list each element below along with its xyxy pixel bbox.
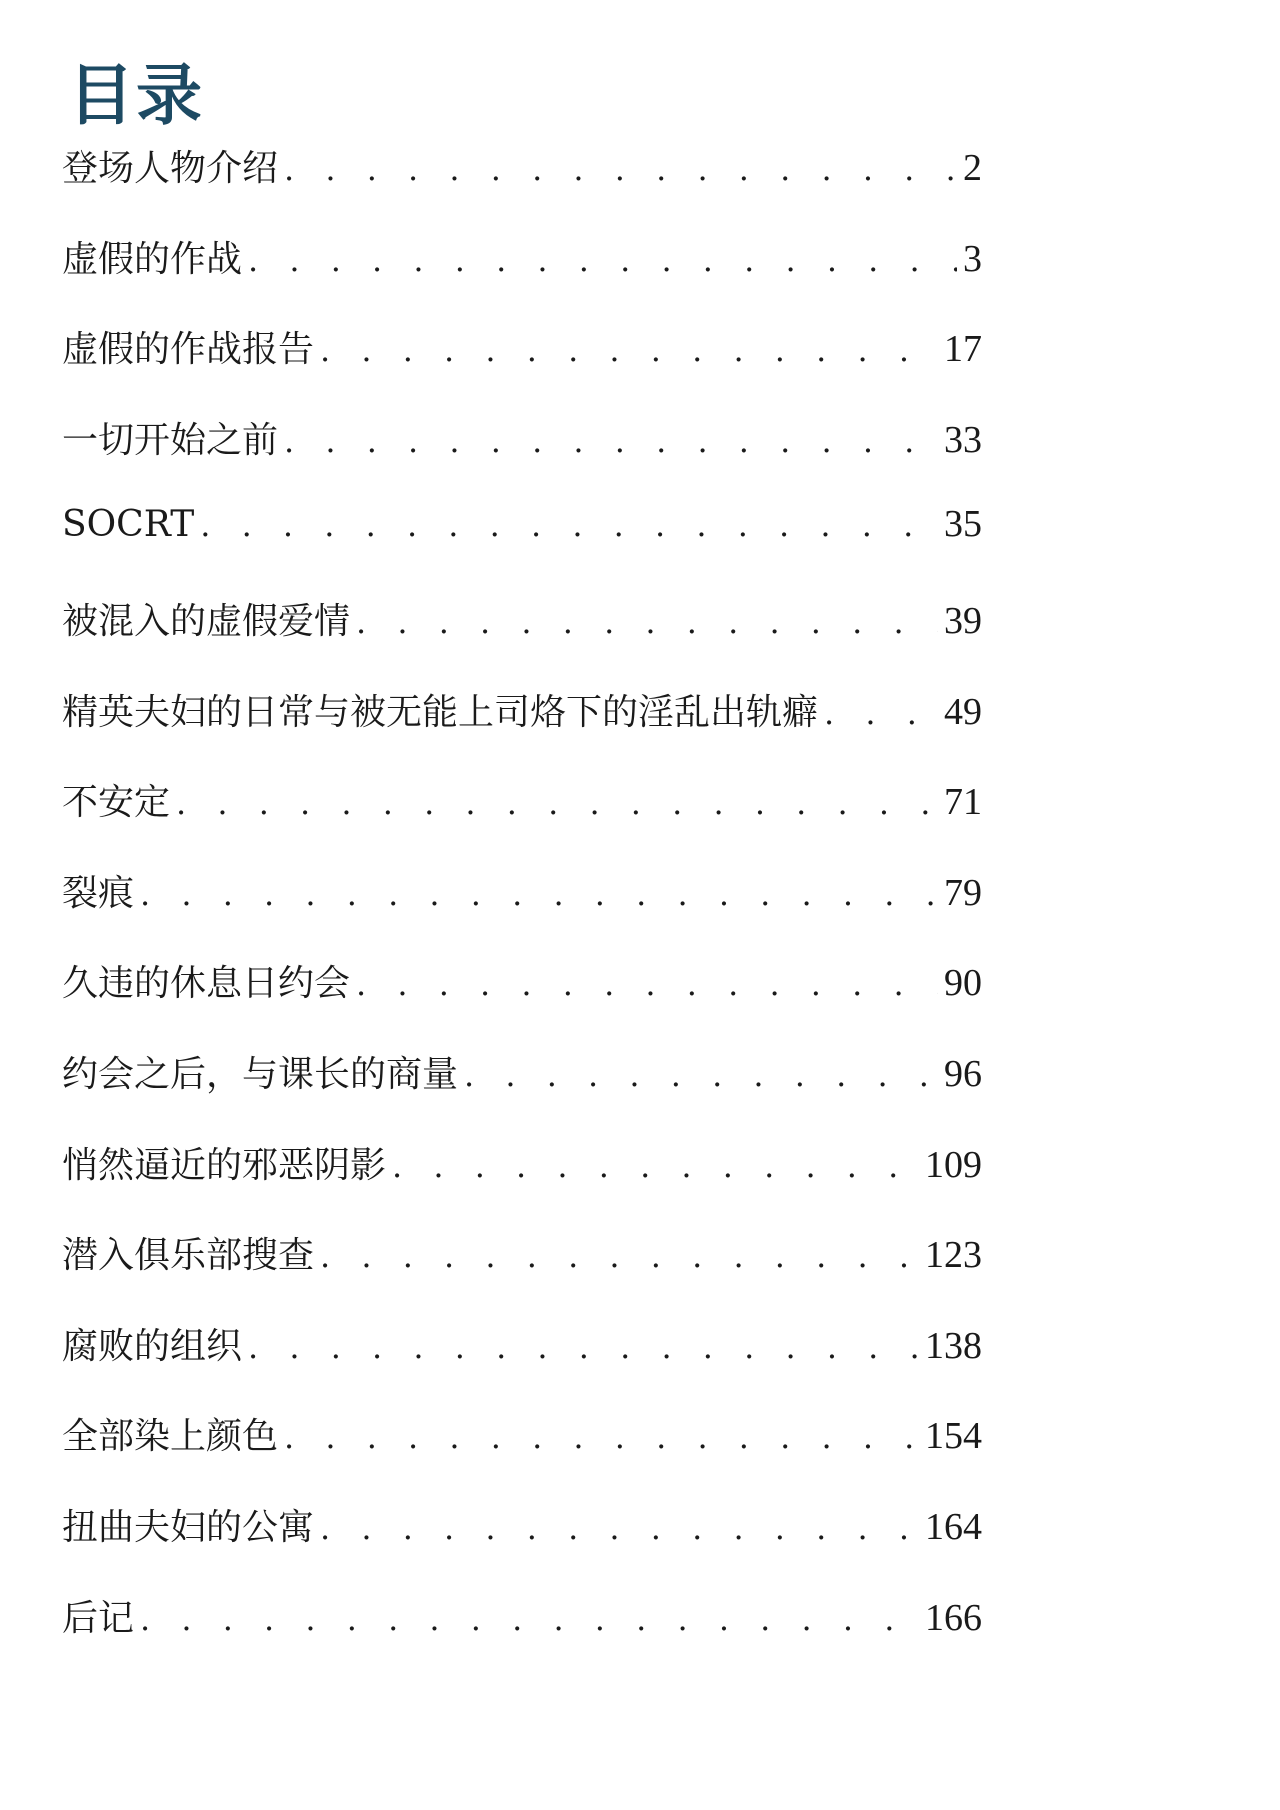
- toc-dot-leader: [392, 1147, 919, 1185]
- toc-entry[interactable]: [62, 1408, 982, 1499]
- toc-entry-page-number: 166: [925, 1596, 982, 1639]
- toc-entry[interactable]: [62, 593, 982, 684]
- toc-entry-page-number: 33: [944, 418, 982, 461]
- toc-entry[interactable]: [62, 1590, 982, 1681]
- toc-entry-label: 腐败的组织: [62, 1325, 243, 1367]
- toc-dot-leader: [284, 150, 957, 188]
- toc-entry-page-number: 138: [925, 1324, 982, 1367]
- toc-entry-label: 一切开始之前: [62, 419, 279, 461]
- toc-entry[interactable]: [62, 140, 982, 231]
- toc-title: 目录: [68, 56, 204, 134]
- toc-entry-page-number: 35: [944, 503, 982, 546]
- toc-entry-page-number: 79: [944, 871, 982, 914]
- toc-dot-leader: [824, 694, 938, 732]
- toc-entry[interactable]: [62, 231, 982, 322]
- toc-dot-leader: [284, 422, 938, 460]
- toc-dot-leader: [356, 965, 938, 1003]
- toc-entry-page-number: 109: [925, 1143, 982, 1186]
- toc-entry-label: 不安定: [62, 782, 171, 824]
- toc-entry-label: 被混入的虚假爱情: [62, 600, 351, 642]
- toc-entry-label: 约会之后，与课长的商量: [62, 1053, 459, 1095]
- toc-entry[interactable]: [62, 502, 982, 593]
- toc-entry-page-number: 49: [944, 690, 982, 733]
- toc-entry[interactable]: [62, 412, 982, 503]
- toc-entry-page-number: 154: [925, 1415, 982, 1458]
- toc-entry-label: 虚假的作战: [62, 238, 243, 280]
- toc-dot-leader: [284, 1418, 919, 1456]
- toc-entry-page-number: 164: [925, 1505, 982, 1548]
- toc-entry[interactable]: [62, 1318, 982, 1409]
- toc-dot-leader: [200, 506, 938, 544]
- toc-dot-leader: [356, 603, 938, 641]
- toc-entry-label: 悄然逼近的邪恶阴影: [62, 1144, 387, 1186]
- toc-entry[interactable]: [62, 1227, 982, 1318]
- toc-entry-label: 全部染上颜色: [62, 1416, 279, 1458]
- toc-entry[interactable]: [62, 321, 982, 412]
- toc-entry-page-number: 3: [963, 237, 982, 280]
- toc-entry-page-number: 71: [944, 781, 982, 824]
- toc-entry-label: 扭曲夫妇的公寓: [62, 1506, 315, 1548]
- toc-dot-leader: [248, 241, 957, 279]
- toc-dot-leader: [320, 1237, 919, 1275]
- toc-dot-leader: [176, 784, 938, 822]
- toc-list: [62, 140, 982, 1680]
- toc-entry-label: 精英夫妇的日常与被无能上司烙下的淫乱出轨癖: [62, 691, 819, 733]
- toc-dot-leader: [248, 1328, 919, 1366]
- toc-entry[interactable]: [62, 1499, 982, 1590]
- toc-entry-label: SOCRT: [62, 504, 195, 546]
- toc-entry-page-number: 90: [944, 962, 982, 1005]
- toc-entry-page-number: 17: [944, 328, 982, 371]
- toc-dot-leader: [140, 875, 938, 913]
- toc-entry[interactable]: [62, 955, 982, 1046]
- toc-dot-leader: [464, 1056, 938, 1094]
- toc-entry-label: 裂痕: [62, 872, 135, 914]
- toc-entry-page-number: 2: [963, 147, 982, 189]
- toc-entry[interactable]: [62, 1137, 982, 1228]
- toc-entry[interactable]: [62, 865, 982, 956]
- toc-entry-page-number: 39: [944, 599, 982, 642]
- toc-entry[interactable]: [62, 684, 982, 775]
- toc-entry-label: 潜入俱乐部搜查: [62, 1235, 315, 1277]
- toc-dot-leader: [140, 1600, 919, 1638]
- toc-entry[interactable]: [62, 1046, 982, 1137]
- toc-entry-page-number: 123: [925, 1234, 982, 1277]
- toc-entry-label: 后记: [62, 1597, 135, 1639]
- toc-entry-page-number: 96: [944, 1052, 982, 1095]
- toc-entry-label: 虚假的作战报告: [62, 329, 315, 371]
- toc-entry-label: 久违的休息日约会: [62, 963, 351, 1005]
- toc-entry[interactable]: [62, 774, 982, 865]
- toc-dot-leader: [320, 331, 938, 369]
- toc-dot-leader: [320, 1509, 919, 1547]
- toc-entry-label: 登场人物介绍: [62, 148, 279, 189]
